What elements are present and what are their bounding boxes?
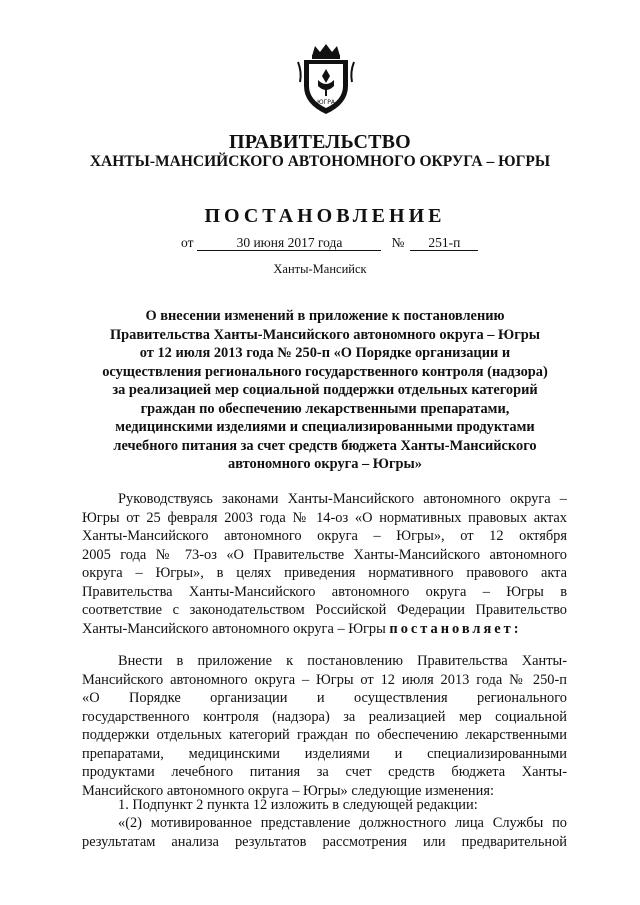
text-line: Внести в приложение к постановлению Правительства Ханты-: [118, 653, 567, 669]
text-fragment: Ханты-Мансийского автономного округа – Югры: [82, 620, 386, 637]
text-line: Руководствуясь законами Ханты-Мансийского автономного округа –: [118, 491, 567, 507]
title-line: медицинскими изделиями и специализированными продуктами: [115, 419, 535, 435]
text-line: поддержки отдельных категорий граждан по обеспечению лекарственными: [82, 727, 567, 743]
text-line: государственного контроля (надзора) за реализацией мер социальной: [82, 708, 567, 725]
coat-of-arms-icon: [296, 42, 356, 118]
text-line: [82, 620, 567, 639]
document-date: 30 июня 2017 года: [197, 236, 381, 251]
body-paragraph: [82, 652, 567, 800]
document-type: ПОСТАНОВЛЕНИЕ: [204, 205, 446, 227]
text-line: округа – Югры», в целях приведения нормативного правового акта: [82, 565, 567, 581]
text-line: препаратами, медицинскими изделиями и специализированными: [82, 745, 567, 762]
title-line: за реализацией мер социальной поддержки отдельных категорий: [112, 382, 538, 398]
text-line: «О Порядке организации и осуществления регионального: [82, 690, 567, 706]
organization-name: ПРАВИТЕЛЬСТВО: [229, 131, 411, 153]
title-line: граждан по обеспечению лекарственными препаратами,: [140, 400, 510, 417]
text-line: 2005 года № 73-оз «О Правительстве Ханты-Мансийского автономного: [82, 546, 567, 563]
text-line: продуктами лечебного питания за счет средств бюджета Ханты-: [82, 764, 567, 780]
text-line: Мансийского автономного округа – Югры от 12 июля 2013 года № 250-п: [82, 671, 567, 688]
item-1: [118, 796, 567, 815]
title-line: О внесении изменений в приложение к постановлению: [145, 308, 505, 324]
date-label: от: [181, 235, 194, 250]
preamble-paragraph: [82, 490, 567, 638]
title-line: автономного округа – Югры»: [228, 456, 422, 472]
document-city: Ханты-Мансийск: [273, 262, 367, 276]
text-line: «(2) мотивированное представление должностного лица Службы по: [118, 815, 567, 831]
text-line: Югры от 25 февраля 2003 года № 14-оз «О нормативных правовых актах: [82, 509, 567, 526]
organization-region: ХАНТЫ-МАНСИЙСКОГО АВТОНОМНОГО ОКРУГА – ЮГРЫ: [89, 153, 551, 170]
text-line: соответствие с законодательством Российской Федерации Правительство: [82, 602, 567, 618]
text-line: Мансийского автономного округа – Югры» следующие изменения:: [82, 782, 494, 799]
title-line: от 12 июля 2013 года № 250-п «О Порядке организации и: [139, 345, 511, 361]
resolves-word: постановляет:: [389, 620, 522, 637]
document-number: 251-п: [410, 236, 478, 251]
text-line: Ханты-Мансийского автономного округа – Югры», от 12 октября: [82, 528, 567, 544]
title-line: осуществления регионального государственного контроля (надзора): [102, 363, 548, 380]
text-line: результатам анализа результатов рассмотрения или предварительной: [82, 833, 567, 850]
svg-text:ЮГРА: ЮГРА: [317, 99, 335, 106]
number-label: №: [391, 235, 405, 250]
title-line: Правительства Ханты-Мансийского автономного округа – Югры: [109, 326, 541, 343]
item-2-quote: [82, 814, 567, 851]
text-line: Правительства Ханты-Мансийского автономного округа – Югры в: [82, 583, 567, 600]
title-line: лечебного питания за счет средств бюджета Ханты-Мансийского: [113, 437, 537, 454]
text-line: 1. Подпункт 2 пункта 12 изложить в следующей редакции:: [118, 797, 478, 813]
document-title: [90, 307, 560, 474]
document-date-line: [181, 235, 478, 251]
